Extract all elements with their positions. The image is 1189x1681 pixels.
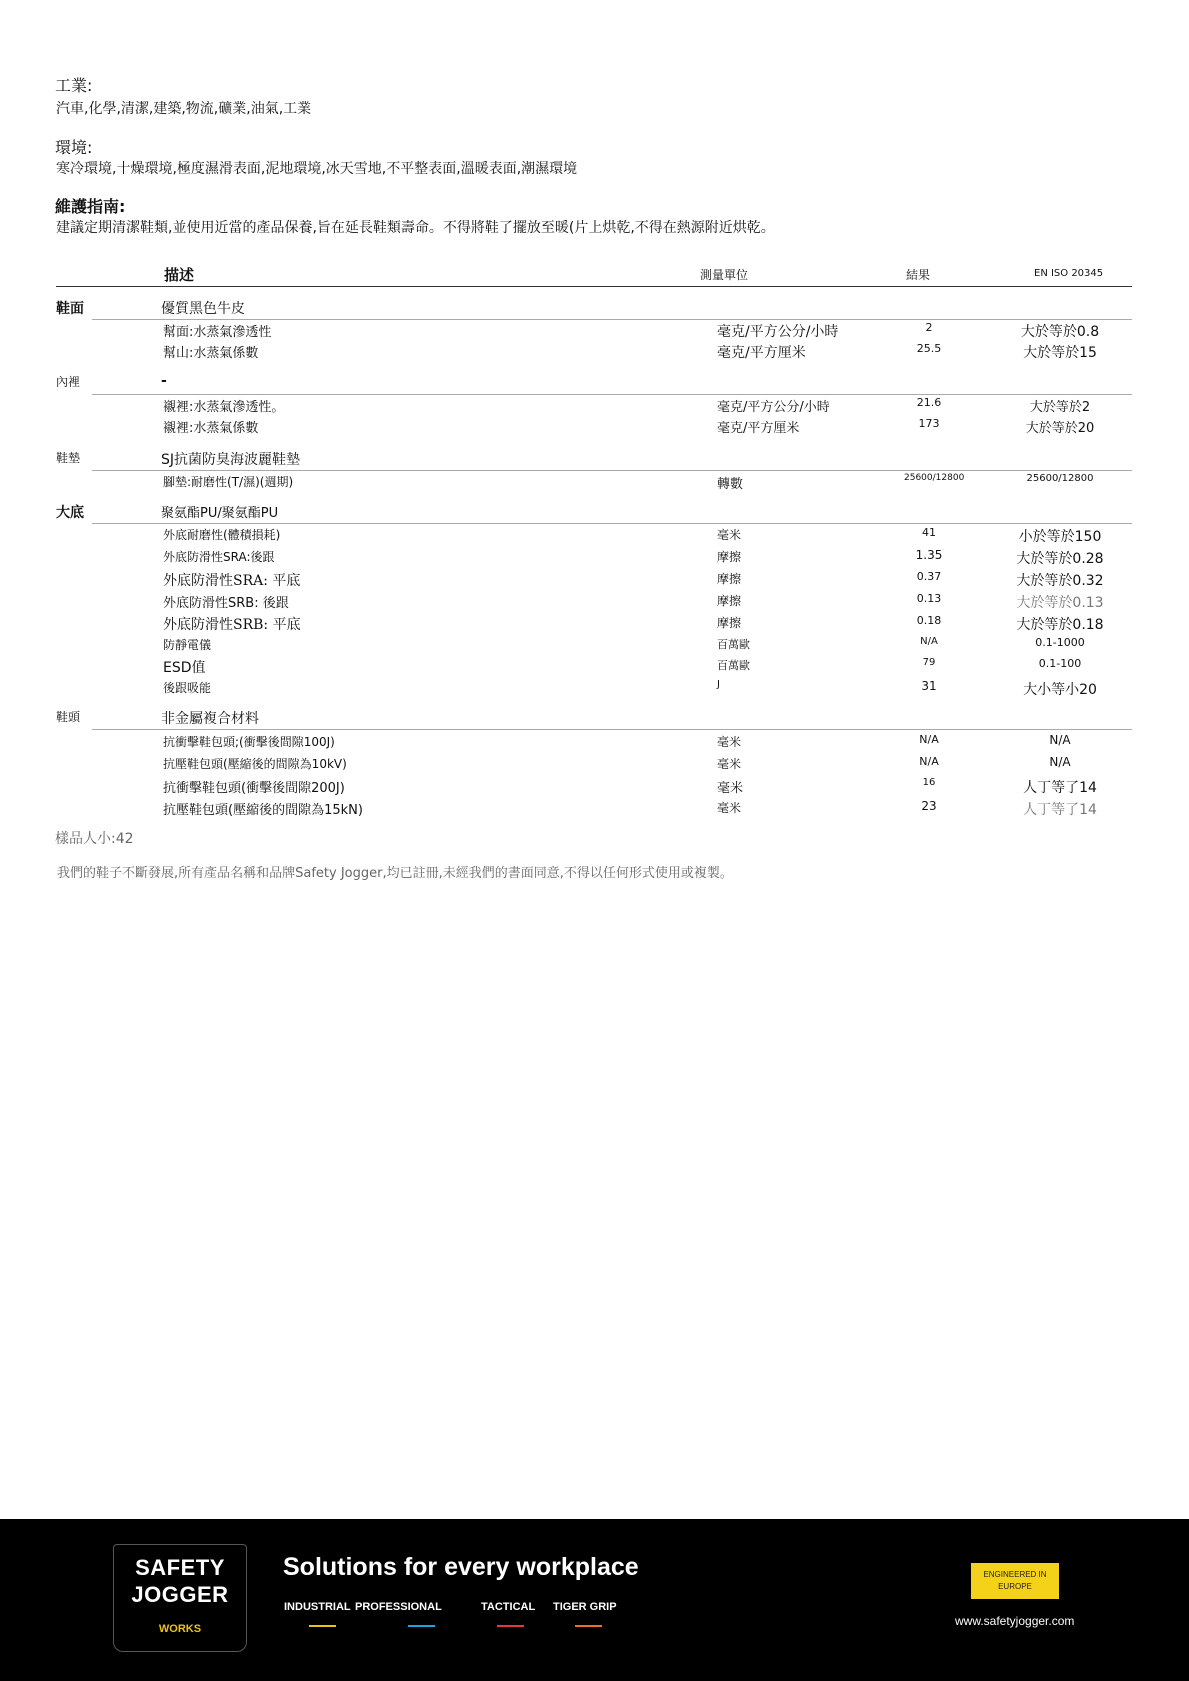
logo-text-jogger: JOGGER bbox=[131, 1582, 229, 1607]
badge-line1: ENGINEERED IN bbox=[983, 1570, 1047, 1579]
row-desc: 襯裡:水蒸氣滲透性。 bbox=[163, 400, 285, 415]
row-unit: 毫米 bbox=[717, 781, 744, 796]
row-unit: 摩擦 bbox=[717, 594, 742, 608]
row-result: 0.18 bbox=[916, 614, 942, 627]
group-material: 非金屬複合材料 bbox=[161, 711, 259, 727]
table-header-rule bbox=[56, 286, 1132, 287]
row-desc: 幫面:水蒸氣滲透性 bbox=[163, 325, 272, 340]
col-header-unit: 測量單位 bbox=[700, 268, 749, 282]
logo-text-works: WORKS bbox=[158, 1623, 202, 1635]
table-row bbox=[0, 396, 1189, 416]
row-result: 1.35 bbox=[915, 548, 943, 562]
brand-industrial[interactable]: INDUSTRIAL bbox=[284, 1601, 351, 1613]
table-row bbox=[0, 548, 1189, 568]
row-unit: 百萬歐 bbox=[717, 659, 750, 672]
row-unit: 毫米 bbox=[717, 735, 742, 749]
row-desc: 外底耐磨性(體積損耗) bbox=[163, 528, 281, 542]
row-standard: 大於等於0.13 bbox=[1016, 595, 1104, 611]
row-standard: N/A bbox=[1049, 755, 1071, 769]
row-result: 25.5 bbox=[916, 342, 942, 355]
table-row bbox=[0, 636, 1189, 656]
row-unit: 毫米 bbox=[717, 757, 742, 771]
group-material: SJ抗菌防臭海波麗鞋墊 bbox=[161, 452, 301, 468]
environment-text: 寒冷環境,十燥環境,極度濕滑表面,泥地環境,冰天雪地,不平整表面,溫暖表面,潮濕環境 bbox=[56, 161, 578, 177]
row-standard: 小於等於150 bbox=[1018, 529, 1102, 545]
engineered-in-europe-badge bbox=[971, 1563, 1059, 1599]
table-row bbox=[0, 679, 1189, 699]
group-divider bbox=[92, 319, 1132, 320]
row-desc: 外底防滑性SRB: 平底 bbox=[163, 617, 301, 633]
row-desc: 後跟吸能 bbox=[163, 681, 212, 695]
group-divider bbox=[92, 470, 1132, 471]
group-name: 內裡 bbox=[56, 375, 81, 389]
safety-jogger-logo[interactable] bbox=[113, 1544, 247, 1652]
row-result: 16 bbox=[922, 777, 936, 788]
row-result: 79 bbox=[922, 657, 936, 668]
row-unit: 百萬歐 bbox=[717, 638, 750, 651]
row-result: 31 bbox=[921, 679, 937, 693]
row-desc: 幫山:水蒸氣係數 bbox=[163, 346, 259, 361]
table-row bbox=[0, 473, 1189, 493]
row-unit: 摩擦 bbox=[717, 616, 742, 630]
row-result: 0.37 bbox=[916, 570, 942, 583]
sample-size: 樣品人小:42 bbox=[55, 831, 134, 847]
row-desc: 外底防滑性SRA: 平底 bbox=[163, 573, 301, 589]
table-row bbox=[0, 417, 1189, 437]
row-desc: 抗衝擊鞋包頭(衝擊後間隙200J) bbox=[163, 781, 345, 796]
row-unit: 毫米 bbox=[717, 528, 742, 542]
row-unit: J bbox=[717, 679, 720, 690]
row-result: 23 bbox=[921, 799, 937, 813]
row-desc: ESD值 bbox=[163, 660, 206, 676]
brand-tactical[interactable]: TACTICAL bbox=[481, 1601, 536, 1613]
table-row bbox=[0, 733, 1189, 753]
group-material: - bbox=[161, 373, 167, 389]
row-standard: 人丁等了14 bbox=[1023, 780, 1097, 796]
industry-heading: 工業: bbox=[55, 76, 93, 95]
environment-heading: 環境: bbox=[55, 138, 93, 157]
group-outsole bbox=[56, 502, 1132, 524]
row-desc: 防靜電儀 bbox=[163, 638, 212, 652]
row-result: N/A bbox=[920, 636, 938, 647]
group-lining bbox=[56, 373, 1132, 395]
row-standard: N/A bbox=[1049, 733, 1071, 747]
row-desc: 抗壓鞋包頭(壓縮後的間隙為15kN) bbox=[163, 803, 363, 818]
table-row bbox=[0, 799, 1189, 819]
group-name: 大底 bbox=[56, 505, 84, 521]
table-row bbox=[0, 592, 1189, 612]
website-link[interactable]: www.safetyjogger.com bbox=[955, 1614, 1075, 1628]
row-result: N/A bbox=[919, 755, 939, 768]
col-header-result: 結果 bbox=[906, 268, 931, 282]
table-row bbox=[0, 777, 1189, 797]
row-result: 0.13 bbox=[916, 592, 942, 605]
group-material: 優質黑色牛皮 bbox=[161, 301, 245, 317]
row-standard: 0.1-1000 bbox=[1035, 636, 1085, 649]
footer-banner bbox=[0, 1519, 1189, 1681]
group-name: 鞋面 bbox=[56, 301, 84, 317]
brand-tiger-grip[interactable]: TIGER GRIP bbox=[553, 1601, 617, 1613]
row-standard: 大小等小20 bbox=[1023, 682, 1097, 698]
tagline: Solutions for every workplace bbox=[283, 1553, 639, 1581]
row-standard: 大於等於0.8 bbox=[1020, 324, 1100, 340]
row-standard: 25600/12800 bbox=[1026, 473, 1094, 484]
row-result: 21.6 bbox=[916, 396, 942, 409]
group-toecap bbox=[56, 708, 1132, 730]
logo-text-safety: SAFETY bbox=[135, 1555, 225, 1580]
row-unit: 摩擦 bbox=[717, 572, 742, 586]
row-unit: 毫克/平方公分/小時 bbox=[717, 324, 839, 340]
table-row bbox=[0, 755, 1189, 775]
row-unit: 毫米 bbox=[717, 801, 742, 815]
group-insole bbox=[56, 449, 1132, 471]
brand-underline-professional bbox=[408, 1625, 435, 1627]
group-name: 鞋墊 bbox=[56, 451, 81, 465]
brand-professional[interactable]: PROFESSIONAL bbox=[355, 1601, 442, 1613]
table-row bbox=[0, 321, 1189, 341]
row-standard: 大於等於2 bbox=[1029, 400, 1091, 415]
brand-underline-tiger-grip bbox=[575, 1625, 602, 1627]
table-row bbox=[0, 526, 1189, 546]
badge-line2: EUROPE bbox=[998, 1582, 1032, 1591]
row-result: 173 bbox=[918, 417, 940, 430]
row-desc: 抗衝擊鞋包頭;(衝擊後間隙100J) bbox=[163, 735, 335, 749]
col-header-desc: 描述 bbox=[164, 266, 195, 284]
group-material: 聚氨酯PU/聚氨酯PU bbox=[161, 506, 279, 521]
row-unit: 毫克/平方公分/小時 bbox=[717, 400, 830, 415]
col-header-standard: EN ISO 20345 bbox=[1034, 268, 1104, 279]
table-row bbox=[0, 342, 1189, 362]
row-unit: 轉數 bbox=[717, 477, 744, 492]
row-result: 25600/12800 bbox=[904, 473, 965, 483]
group-divider bbox=[92, 729, 1132, 730]
row-desc: 腳墊:耐磨性(T/濕)(週期) bbox=[163, 475, 294, 489]
row-standard: 大於等於20 bbox=[1025, 421, 1095, 436]
maintenance-heading: 維護指南: bbox=[55, 197, 126, 216]
row-standard: 大於等於0.32 bbox=[1016, 573, 1104, 589]
row-unit: 摩擦 bbox=[717, 550, 742, 564]
table-row bbox=[0, 657, 1189, 677]
row-standard: 人丁等了14 bbox=[1023, 802, 1097, 818]
row-result: 41 bbox=[922, 526, 936, 539]
row-desc: 抗壓鞋包頭(壓縮後的間隙為10kV) bbox=[163, 757, 347, 771]
row-desc: 襯裡:水蒸氣係數 bbox=[163, 421, 259, 436]
group-divider bbox=[92, 523, 1132, 524]
table-row bbox=[0, 570, 1189, 590]
group-divider bbox=[92, 394, 1132, 395]
industry-text: 汽車,化學,清潔,建築,物流,礦業,油氣,工業 bbox=[56, 101, 312, 117]
row-standard: 大於等於0.18 bbox=[1016, 617, 1104, 633]
brand-underline-tactical bbox=[497, 1625, 524, 1627]
row-desc: 外底防滑性SRA:後跟 bbox=[163, 550, 275, 564]
row-standard: 大於等於0.28 bbox=[1016, 551, 1104, 567]
row-result: N/A bbox=[919, 733, 939, 746]
group-upper bbox=[56, 298, 1132, 320]
maintenance-text: 建議定期清潔鞋類,並使用近當的產品保養,旨在延長鞋類壽命。不得將鞋了擺放至暖(片上烘乾,不得在熱源附近烘乾。 bbox=[56, 220, 775, 236]
row-desc: 外底防滑性SRB: 後跟 bbox=[163, 596, 289, 611]
row-standard: 大於等於15 bbox=[1023, 345, 1097, 361]
disclaimer: 我們的鞋子不斷發展,所有產品名稱和品牌Safety Jogger,均已註冊,未經我們的書面同意,不得以任何形式使用或複製。 bbox=[57, 866, 733, 881]
group-name: 鞋頭 bbox=[56, 710, 81, 724]
table-row bbox=[0, 614, 1189, 634]
row-unit: 毫克/平方厘米 bbox=[717, 345, 806, 361]
row-standard: 0.1-100 bbox=[1038, 657, 1082, 670]
row-unit: 毫克/平方厘米 bbox=[717, 421, 800, 436]
brand-underline-industrial bbox=[309, 1625, 336, 1627]
row-result: 2 bbox=[925, 321, 933, 334]
